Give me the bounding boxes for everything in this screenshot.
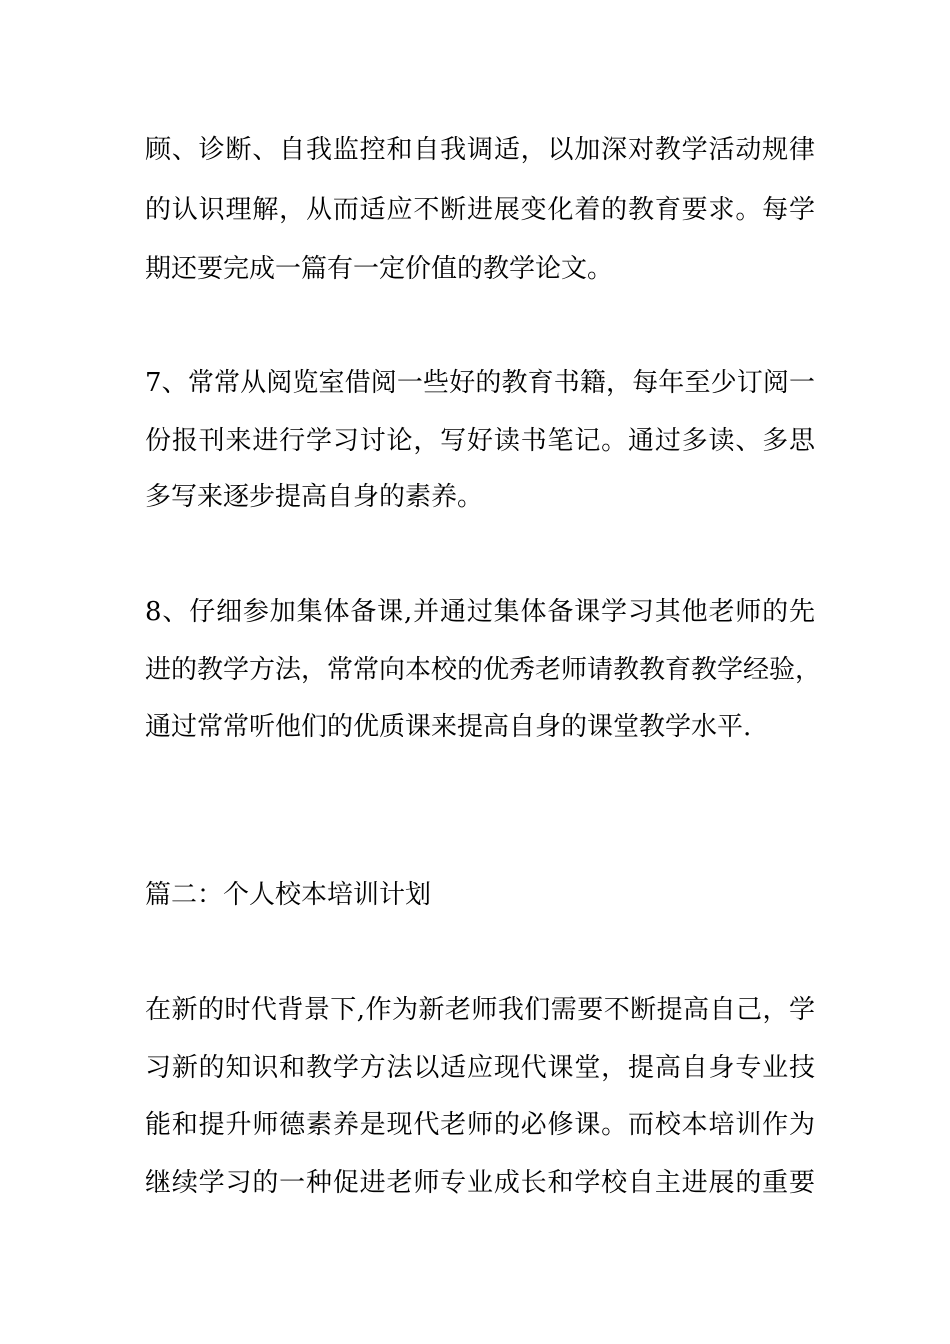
heading-text: 篇二：个人校本培训计划 [145,880,432,910]
text-line: 期还要完成一篇有一定价值的教学论文。 [145,254,614,284]
text-line: 在新的时代背景下,作为新老师我们需要不断提高自己，学 [145,995,815,1025]
text-line: 多写来逐步提高自身的素养。 [145,482,484,512]
text-line: 能和提升师德素养是现代老师的必修课。而校本培训作为 [145,1110,815,1140]
text-line: 份报刊来进行学习讨论，写好读书笔记。通过多读、多思 [145,426,815,456]
text-line: 通过常常听他们的优质课来提高自身的课堂教学水平. [145,712,752,742]
text-line: 顾、诊断、自我监控和自我调适，以加深对教学活动规律 [145,135,815,165]
text-line: 7、常常从阅览室借阅一些好的教育书籍，每年至少订阅一 [145,368,815,398]
text-line: 习新的知识和教学方法以适应现代课堂，提高自身专业技 [145,1053,815,1083]
text-line: 继续学习的一种促进老师专业成长和学校自主进展的重要 [145,1168,815,1198]
text-line: 的认识理解，从而适应不断进展变化着的教育要求。每学 [145,195,815,225]
text-line: 进的教学方法，常常向本校的优秀老师请教教育教学经验， [145,655,822,685]
text-line: 8、仔细参加集体备课,并通过集体备课学习其他老师的先 [145,597,815,627]
